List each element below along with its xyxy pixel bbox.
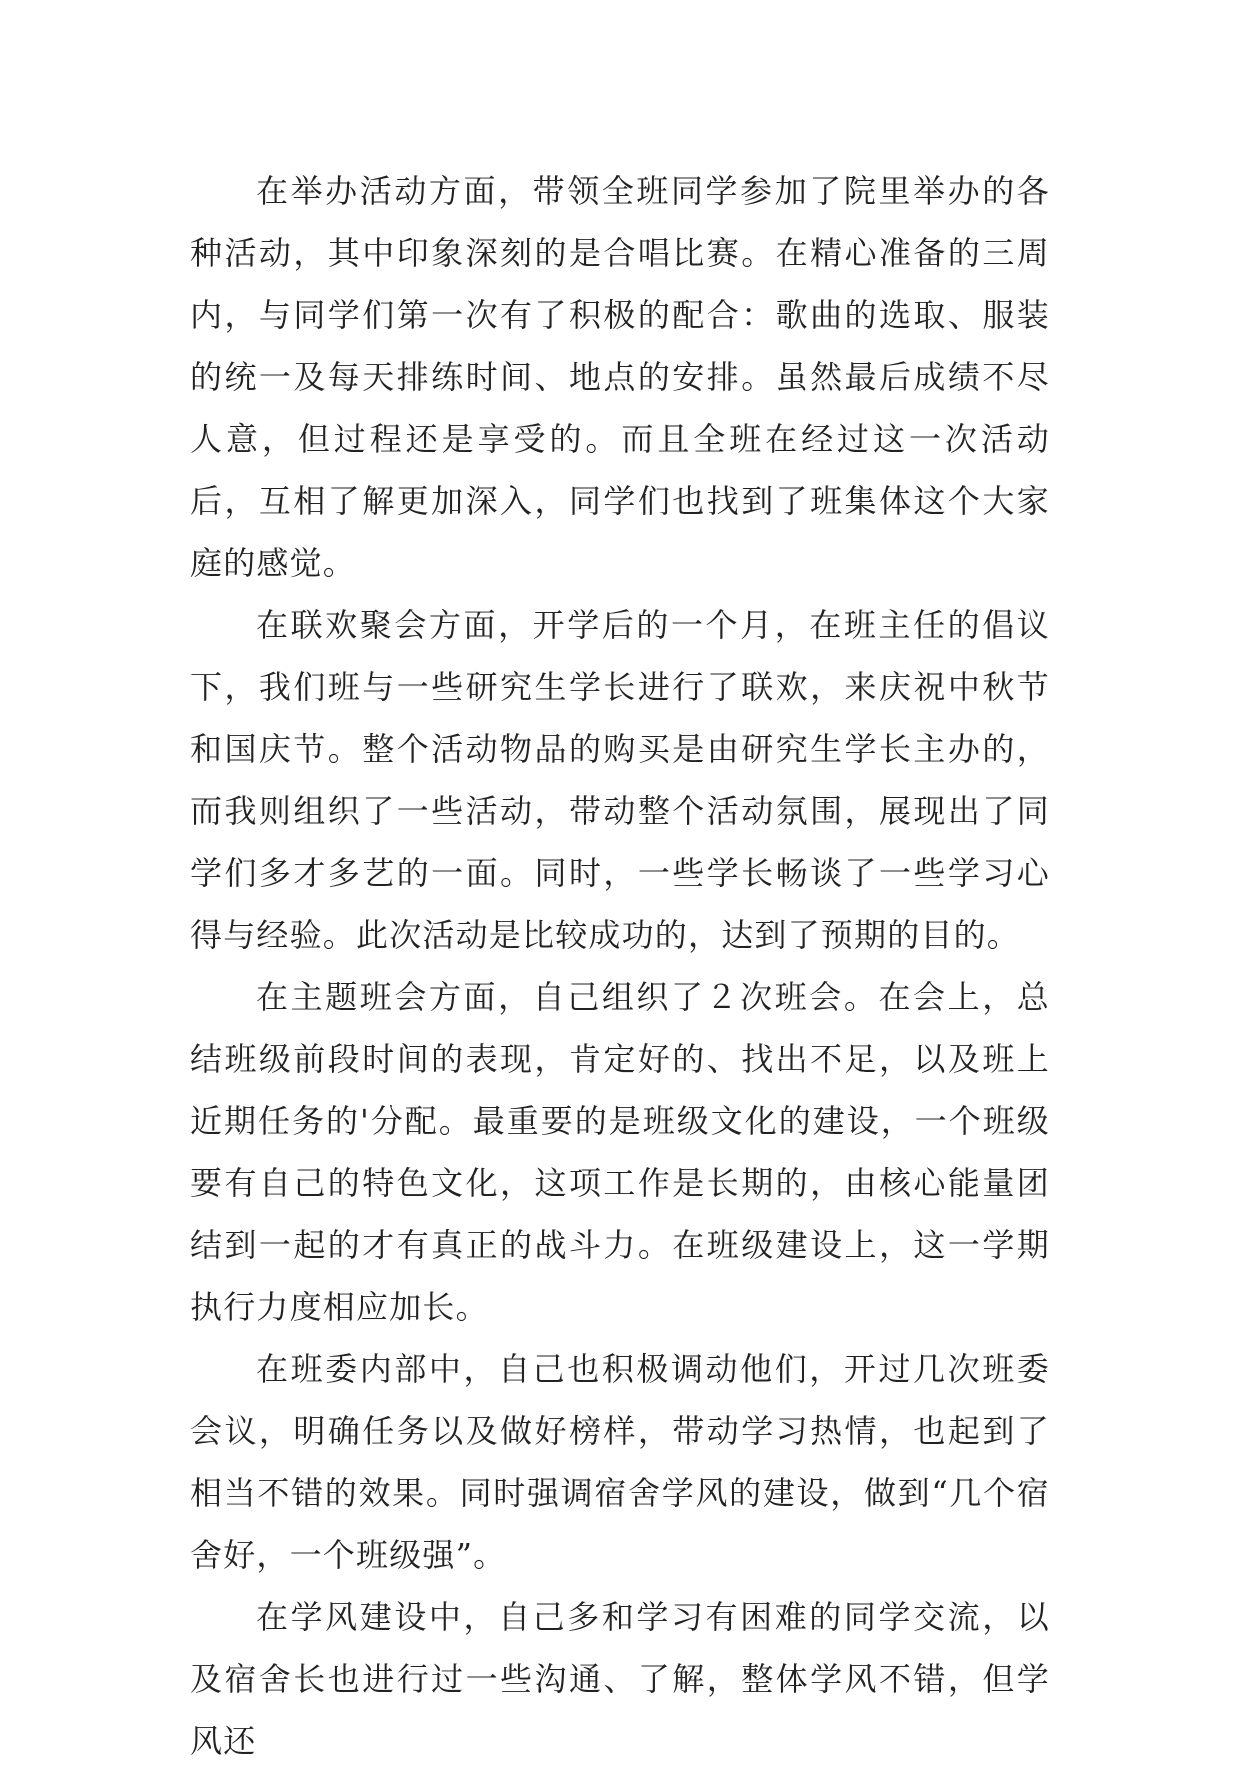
paragraph-class-meeting: 在主题班会方面，自己组织了２次班会。在会上，总结班级前段时间的表现，肯定好的、找出不足，以及班上近期任务的'分配。最重要的是班级文化的建设，一个班级要有自己的特色文化，这项工作是长期的，由核心能量团结到一起的才有真正的战斗力。在班级建设上，这一学期执行力度相应加长。 xyxy=(190,978,1050,1326)
paragraph-committee: 在班委内部中，自己也积极调动他们，开过几次班委会议，明确任务以及做好榜样，带动学习热情，也起到了相当不错的效果。同时强调宿舍学风的建设，做到“几个宿舍好，一个班级强”。 xyxy=(190,1350,1050,1574)
document-body xyxy=(190,160,1050,1772)
paragraph-activities: 在举办活动方面，带领全班同学参加了院里举办的各种活动，其中印象深刻的是合唱比赛。在精心准备的三周内，与同学们第一次有了积极的配合：歌曲的选取、服装的统一及每天排练时间、地点的安排。虽然最后成绩不尽人意，但过程还是享受的。而且全班在经过这一次活动后，互相了解更加深入，同学们也找到了班集体这个大家庭的感觉。 xyxy=(190,172,1050,582)
paragraph-study-style: 在学风建设中，自己多和学习有困难的同学交流，以及宿舍长也进行过一些沟通、了解，整体学风不错，但学风还 xyxy=(190,1598,1050,1760)
paragraph-party: 在联欢聚会方面，开学后的一个月，在班主任的倡议下，我们班与一些研究生学长进行了联欢，来庆祝中秋节和国庆节。整个活动物品的购买是由研究生学长主办的，而我则组织了一些活动，带动整个活动氛围，展现出了同学们多才多艺的一面。同时，一些学长畅谈了一些学习心得与经验。此次活动是比较成功的，达到了预期的目的。 xyxy=(190,606,1050,954)
